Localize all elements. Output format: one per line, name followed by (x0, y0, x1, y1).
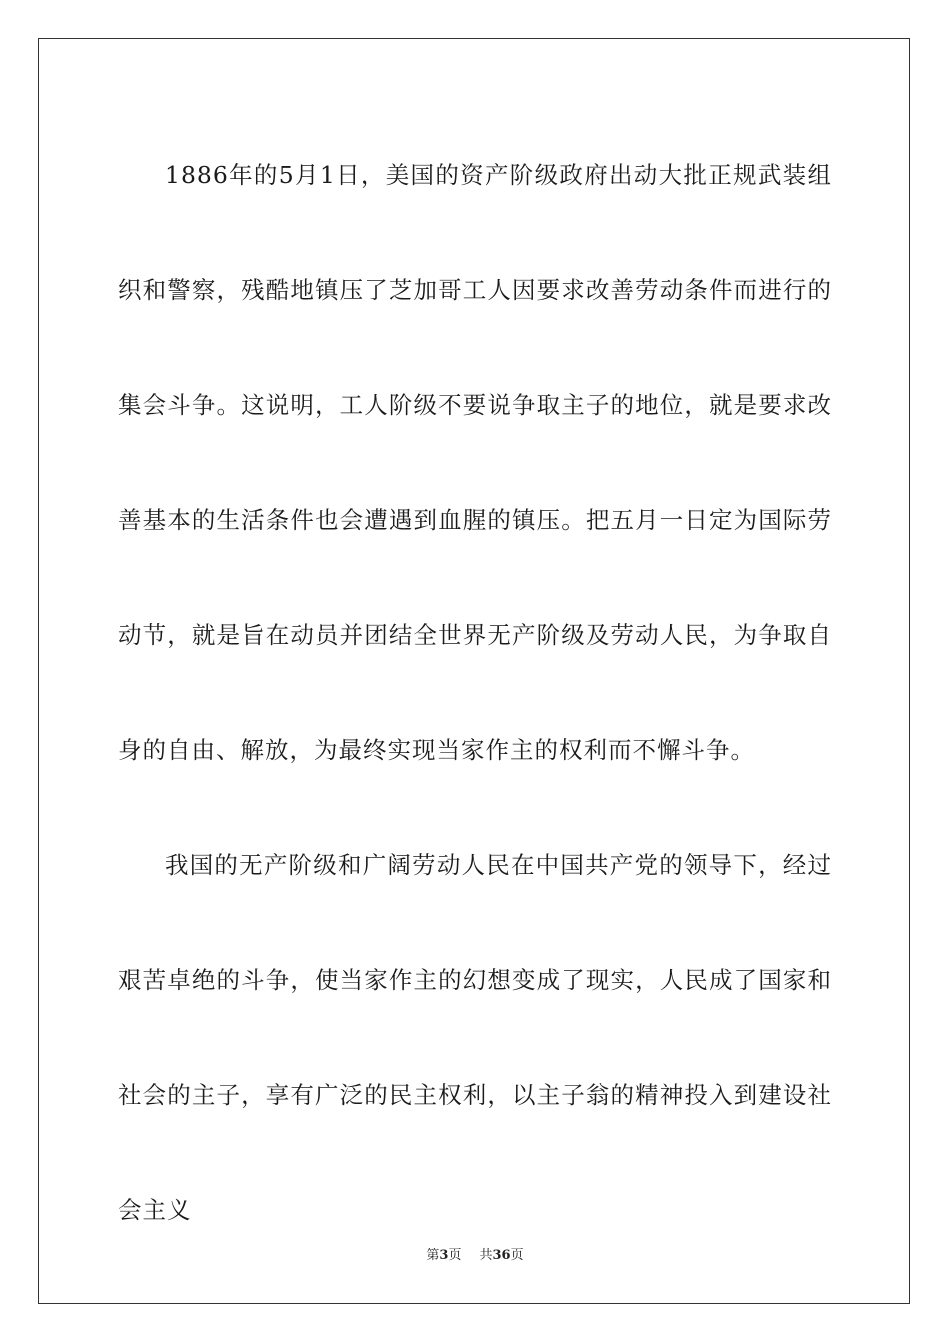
total-prefix: 共 (479, 1248, 493, 1263)
paragraph-1: 1886年的5月1日，美国的资产阶级政府出动大批正规武装组织和警察，残酷地镇压了芝加哥工人因要求改善劳动条件而进行的集会斗争。这说明，工人阶级不要说争取主子的地位，就是要求改善基本的生活条件也会遭遇到血腥的镇压。把五月一日定为国际劳动节，就是旨在动员并团结全世界无产阶级及劳动人民，为争取自身的自由、解放，为最终实现当家作主的权利而不懈斗争。 (118, 161, 832, 764)
total-pages-number: 36 (492, 1248, 511, 1263)
current-page-number: 3 (439, 1248, 449, 1263)
paragraph-2: 我国的无产阶级和广阔劳动人民在中国共产党的领导下，经过艰苦卓绝的斗争，使当家作主的幻想变成了现实，人民成了国家和社会的主子，享有广泛的民主权利，以主子翁的精神投入到建设社会主义 (118, 851, 832, 1224)
page-prefix: 第 (426, 1248, 440, 1263)
total-suffix: 页 (510, 1248, 524, 1263)
document-body (118, 118, 832, 1268)
page-footer (0, 1244, 950, 1263)
page-suffix: 页 (448, 1248, 462, 1263)
